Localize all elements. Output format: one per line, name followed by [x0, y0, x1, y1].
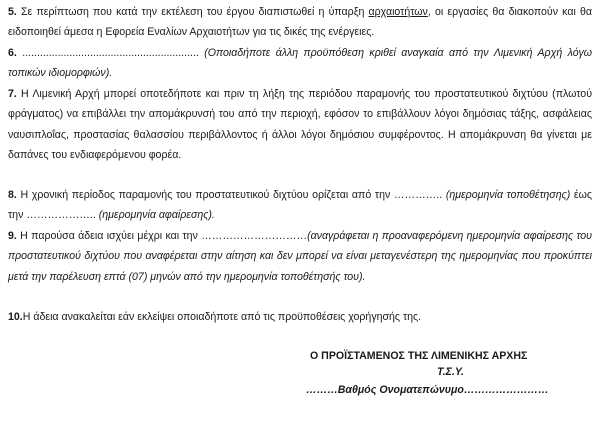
- italic-note: (ημερομηνία τοποθέτησης): [445, 189, 571, 201]
- paragraph-text: Η παρούσα άδεια ισχύει μέχρι και την …………………………: [16, 230, 308, 242]
- italic-note: (ημερομηνία αφαίρεσης).: [98, 209, 215, 222]
- paragraph-text: Η άδεια ανακαλείται εάν εκλείψει οποιαδήποτε από τις προϋποθέσεις χορήγησής της.: [22, 311, 422, 323]
- paragraph-text: Σε περίπτωση που κατά την εκτέλεση του έργου διαπιστωθεί η ύπαρξη: [16, 6, 369, 18]
- item-number: 8.: [8, 189, 17, 201]
- italic-note: (Οποιαδήποτε άλλη προϋπόθεση κριθεί αναγκαία από την Λιμενική Αρχή λόγω τοπικών ιδιομορφιών).: [8, 47, 592, 80]
- signature-title: Ο ΠΡΟΪΣΤΑΜΕΝΟΣ ΤΗΣ ΛΙΜΕΝΙΚΗΣ ΑΡΧΗΣ: [310, 350, 528, 362]
- paragraph-8: [8, 185, 592, 226]
- paragraph-text: έως την ………………..: [8, 189, 592, 222]
- paragraph-7: [8, 84, 592, 165]
- item-number: 9.: [8, 230, 17, 242]
- paragraph-9: [8, 226, 592, 287]
- paragraph-text: Η χρονική περίοδος παραμονής του προστατευτικού διχτύου ορίζεται από την …………..: [16, 189, 446, 201]
- item-number: 10.: [8, 311, 23, 323]
- paragraph-text: , οι εργασίες θα διακοπούν και θα ειδοποιηθεί άμεσα η Εφορεία Εναλίων Αρχαιοτήτων για τις δικές της ενέργειες.: [8, 6, 593, 39]
- item-number: 7.: [8, 88, 17, 100]
- signature-name-line: ………Βαθμός Ονοματεπώνυμο……………………: [306, 384, 549, 396]
- paragraph-10: [8, 307, 592, 327]
- signature-tsy: Τ.Σ.Υ.: [437, 366, 464, 378]
- paragraph-6: [8, 43, 592, 84]
- paragraph-text: Η Λιμενική Αρχή μπορεί οποτεδήποτε και πριν τη λήξη της περιόδου παραμονής του προστατευτικού διχτύου (πλωτού φράγματος) να επιβάλλει την απομάκρυνσή του από την περιοχή, εφόσον το επιβάλλουν λόγοι δημόσιας τάξης, ασφάλειας ναυσιπλοΐας, προστασίας θαλασσίου περιβάλλοντος ή άλλοι λόγοι δημόσιου συμφέροντος. Η απομάκρυνση θα γίνεται με δαπάνες του ενδιαφερόμενου φορέα.: [8, 88, 592, 161]
- underlined-word: αρχαιοτήτων: [368, 6, 428, 18]
- paragraph-5: [8, 2, 592, 43]
- italic-note: (αναγράφεται η προαναφερόμενη ημερομηνία αφαίρεσης του προστατευτικού διχτύου που αναφέρεται στην αίτηση και δεν μπορεί να είναι μεταγενέστερη της ημερομηνίας που προκύπτει μετά την παρέλευση επτά (07) μηνών από την ημερομηνία τοποθέτησής του).: [8, 230, 593, 283]
- dotted-blank: ............................................................: [16, 47, 199, 59]
- item-number: 5.: [8, 6, 17, 18]
- item-number: 6.: [8, 47, 17, 59]
